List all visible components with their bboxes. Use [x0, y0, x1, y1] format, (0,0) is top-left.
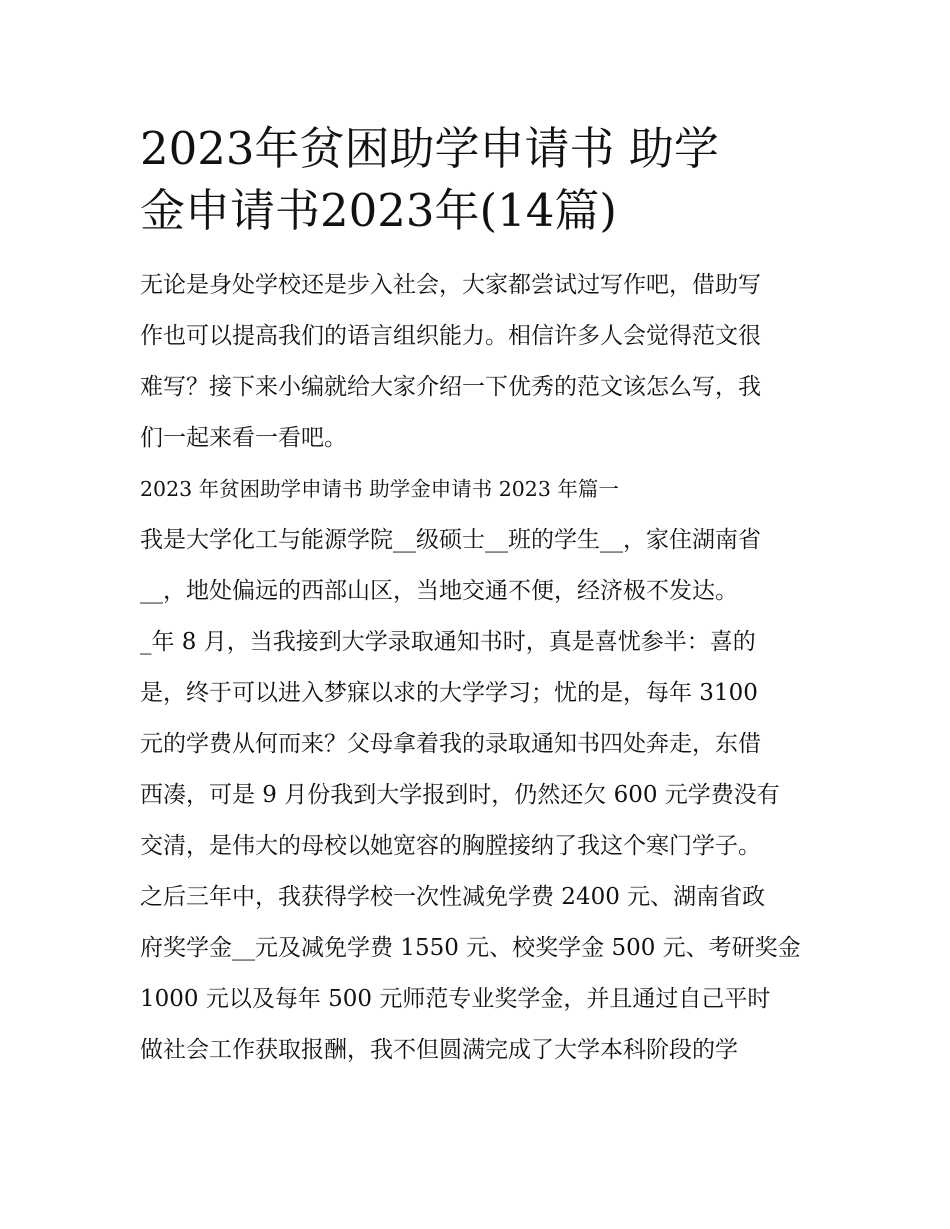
title-line-2: 金申请书2023年(14篇): [140, 184, 617, 237]
body-line: 元的学费从何而来？父母拿着我的录取通知书四处奔走，东借: [140, 731, 761, 757]
body-line: 之后三年中，我获得学校一次性减免学费 2400 元、湖南省政: [140, 884, 766, 910]
body-line: 1000 元以及每年 500 元师范专业奖学金，并且通过自己平时: [140, 986, 771, 1012]
title-line-1: 2023年贫困助学申请书 助学: [140, 122, 719, 175]
body-line: 府奖学金__元及减免学费 1550 元、校奖学金 500 元、考研奖金: [140, 935, 801, 961]
body-line: 西凑，可是 9 月份我到大学报到时，仍然还欠 600 元学费没有: [140, 782, 780, 808]
intro-line: 们一起来看一看吧。: [140, 425, 347, 451]
section-heading: 2023 年贫困助学申请书 助学金申请书 2023 年篇一: [140, 477, 619, 501]
body-line: 是，终于可以进入梦寐以求的大学学习；忧的是，每年 3100: [140, 680, 758, 706]
body-line: __，地处偏远的西部山区，当地交通不便，经济极不发达。: [140, 578, 738, 604]
intro-line: 无论是身处学校还是步入社会，大家都尝试过写作吧，借助写: [140, 272, 761, 298]
document-page: [140, 118, 815, 1076]
body-line: 交清，是伟大的母校以她宽容的胸膛接纳了我这个寒门学子。: [140, 833, 761, 859]
intro-line: 作也可以提高我们的语言组织能力。相信许多人会觉得范文很: [140, 323, 761, 349]
body-line: _年 8 月，当我接到大学录取通知书时，真是喜忧参半：喜的: [140, 629, 756, 655]
document-title: [140, 118, 815, 242]
body-line: 做社会工作获取报酬，我不但圆满完成了大学本科阶段的学: [140, 1037, 738, 1063]
document-body: [140, 260, 815, 1076]
body-line: 我是大学化工与能源学院__级硕士__班的学生__，家住湖南省: [140, 527, 761, 553]
intro-line: 难写？接下来小编就给大家介绍一下优秀的范文该怎么写，我: [140, 374, 761, 400]
